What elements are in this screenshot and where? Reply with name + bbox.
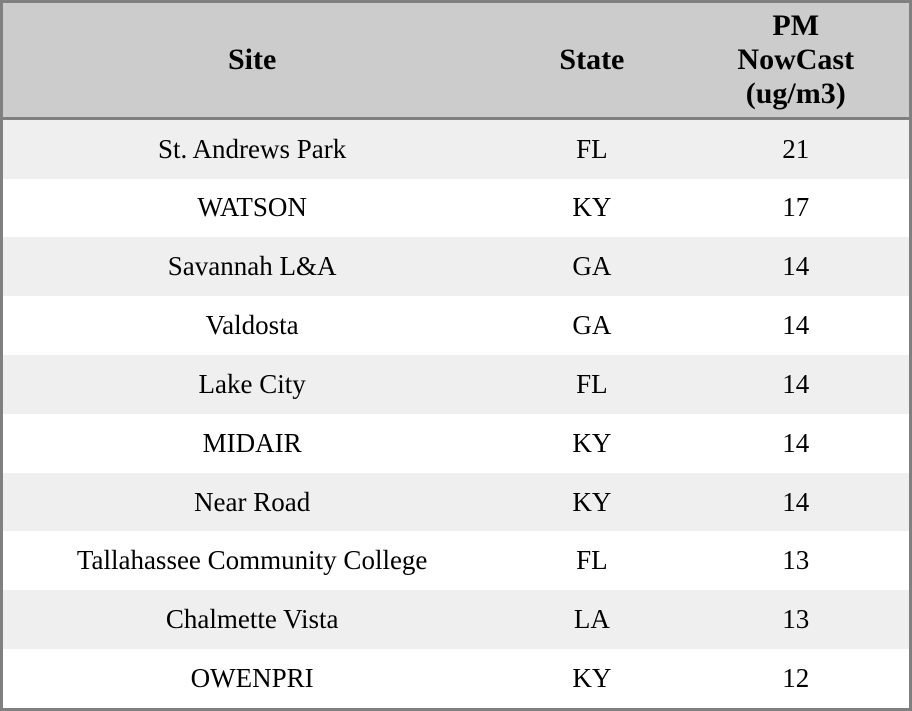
cell-site: Savannah L&A — [3, 237, 501, 296]
cell-site: Valdosta — [3, 296, 501, 355]
cell-state: LA — [501, 590, 682, 649]
cell-site: St. Andrews Park — [3, 118, 501, 178]
column-header-pm-nowcast-line3: (ug/m3) — [745, 76, 846, 110]
table-row — [3, 531, 909, 590]
cell-state: GA — [501, 237, 682, 296]
cell-pm-nowcast: 14 — [682, 473, 909, 532]
cell-pm-nowcast: 12 — [682, 649, 909, 708]
cell-state: GA — [501, 296, 682, 355]
table-row — [3, 355, 909, 414]
cell-pm-nowcast: 14 — [682, 414, 909, 473]
column-header-pm-nowcast-line2: NowCast — [737, 42, 855, 76]
table-row — [3, 179, 909, 238]
cell-pm-nowcast: 14 — [682, 296, 909, 355]
cell-site: Lake City — [3, 355, 501, 414]
cell-site: Chalmette Vista — [3, 590, 501, 649]
cell-state: KY — [501, 179, 682, 238]
table-body — [3, 118, 909, 708]
table-row — [3, 296, 909, 355]
cell-state: KY — [501, 649, 682, 708]
column-header-pm-nowcast-line1: PM — [772, 9, 820, 42]
column-header-pm-nowcast — [682, 3, 909, 118]
cell-site: MIDAIR — [3, 414, 501, 473]
column-header-state: State — [501, 3, 682, 118]
cell-state: KY — [501, 414, 682, 473]
table-header-row — [3, 3, 909, 118]
table-row — [3, 414, 909, 473]
cell-site: WATSON — [3, 179, 501, 238]
cell-pm-nowcast: 13 — [682, 531, 909, 590]
table-row — [3, 237, 909, 296]
table-row — [3, 473, 909, 532]
pm-nowcast-table — [3, 3, 909, 708]
cell-state: FL — [501, 355, 682, 414]
table-row — [3, 590, 909, 649]
cell-pm-nowcast: 14 — [682, 355, 909, 414]
cell-site: Near Road — [3, 473, 501, 532]
table-row — [3, 649, 909, 708]
cell-site: Tallahassee Community College — [3, 531, 501, 590]
cell-state: KY — [501, 473, 682, 532]
cell-state: FL — [501, 118, 682, 178]
table-row — [3, 118, 909, 178]
table-header — [3, 3, 909, 118]
cell-pm-nowcast: 21 — [682, 118, 909, 178]
cell-pm-nowcast: 14 — [682, 237, 909, 296]
cell-state: FL — [501, 531, 682, 590]
cell-pm-nowcast: 13 — [682, 590, 909, 649]
column-header-site: Site — [3, 3, 501, 118]
cell-pm-nowcast: 17 — [682, 179, 909, 238]
cell-site: OWENPRI — [3, 649, 501, 708]
